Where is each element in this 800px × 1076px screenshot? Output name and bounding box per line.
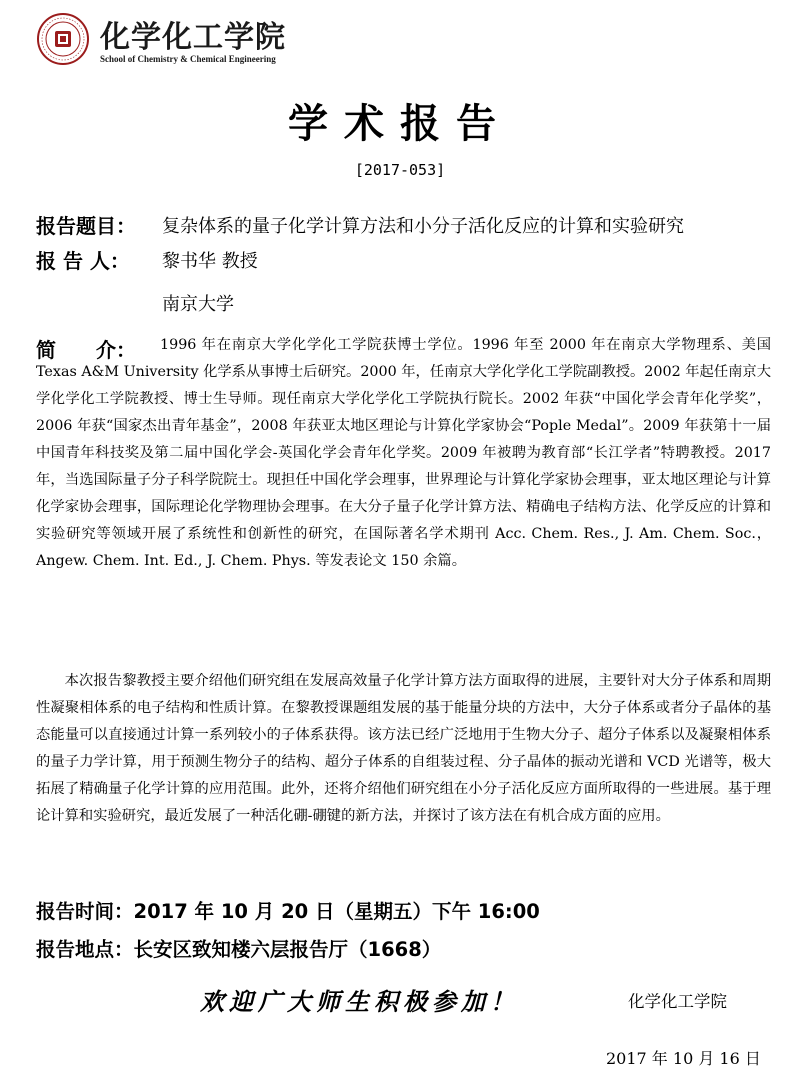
speaker-affiliation: 南京大学	[162, 294, 234, 315]
issue-date: 2017 年 10 月 16 日	[606, 1049, 761, 1068]
speaker-bio: 1996 年在南京大学化学化工学院获博士学位。1996 年至 2000 年在南京大学物理系、美国 Texas A&M University 化学系从事博士后研究。2000 年，任南京大学化学化工学院副教授。2002 年起任南京大学化学化工学院教授、博士生导师。现任南京大学化学化工学院执行院长。2002 年获“中国化学会青年化学奖”，2006 年获“国家杰出青年基金”，2008 年获亚太地区理论与计算化学家协会“Pople Medal”。2009 年获第十一届中国青年科技奖及第二届中国化学会-英国化学会青年化学奖。2009 年被聘为教育部“长江学者”特聘教授。2017 年，当选国际量子分子科学院院士。现担任中国化学会理事，世界理论与计算化学家协会理事，亚太地区理论与计算化学家协会理事，国际理论化学物理协会理事。在大分子量子化学计算方法、精确电子结构方法、化学反应的计算和实验研究等领域开展了系统性和创新性的研究，在国际著名学术期刊 Acc. Chem. Res., J. Am. Chem. Soc.，Angew. Chem. Int. Ed., J. Chem. Phys. 等发表论文 150 余篇。	[36, 337, 772, 569]
topic-value: 复杂体系的量子化学计算方法和小分子活化反应的计算和实验研究	[162, 216, 684, 237]
university-seal-icon	[36, 12, 90, 66]
page-title: 学术报告	[288, 100, 512, 147]
school-name-en: School of Chemistry & Chemical Engineering	[100, 54, 276, 64]
report-abstract: 本次报告黎教授主要介绍他们研究组在发展高效量子化学计算方法方面取得的进展，主要针对大分子体系和周期性凝聚相体系的电子结构和性质计算。在黎教授课题组发展的基于能量分块的方法中，大分子体系或者分子晶体的基态能量可以直接通过计算一系列较小的子体系获得。该方法已经广泛地用于生物大分子、超分子体系以及凝聚相体系的量子力学计算，用于预测生物分子的结构、超分子体系的自组装过程、分子晶体的振动光谱和 VCD 光谱等，极大拓展了精确量子化学计算的应用范围。此外，还将介绍他们研究组在小分子活化反应方面所取得的一些进展。基于理论计算和实验研究，最近发展了一种活化硼-硼键的新方法，并探讨了该方法在有机合成方面的应用。	[36, 673, 771, 824]
report-place: 报告地点：长安区致知楼六层报告厅（1668）	[36, 938, 442, 961]
school-logo	[36, 12, 296, 72]
speaker-label: 报 告 人：	[36, 249, 130, 273]
welcome-message: 欢迎广大师生积极参加！	[200, 987, 519, 1016]
intro-label: 简 介：	[36, 338, 136, 362]
topic-label: 报告题目：	[36, 214, 136, 238]
speaker-name: 黎书华 教授	[162, 251, 258, 272]
report-code: [2017-053]	[354, 161, 446, 179]
school-name-cn: 化学化工学院	[100, 20, 286, 55]
report-time: 报告时间：2017 年 10 月 20 日（星期五）下午 16:00	[36, 900, 540, 923]
organizer: 化学化工学院	[628, 992, 727, 1011]
